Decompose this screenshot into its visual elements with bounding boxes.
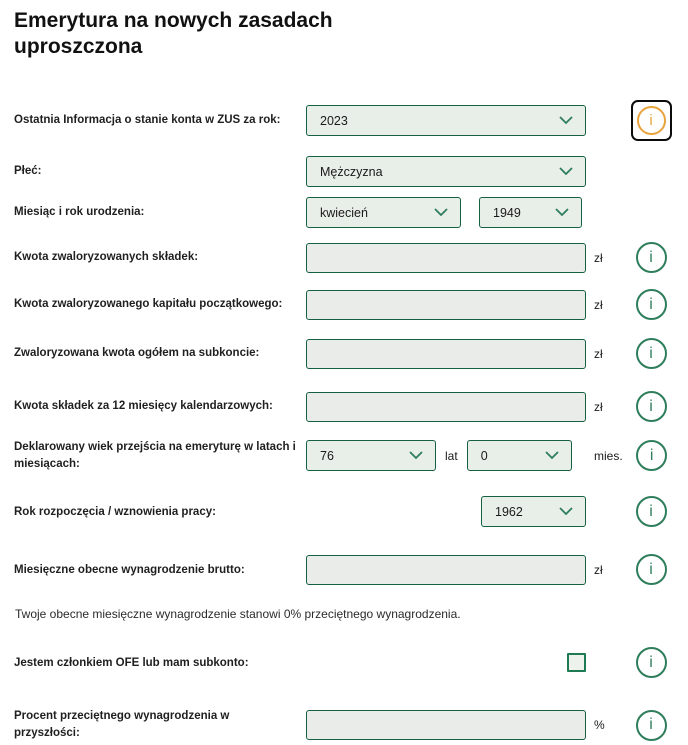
work-start-info-button[interactable]: i bbox=[636, 496, 667, 527]
contributions-12m-info-button[interactable]: i bbox=[636, 391, 667, 422]
zus-year-info-button[interactable] bbox=[631, 100, 672, 141]
future-percent-input[interactable] bbox=[306, 710, 586, 740]
birth-year-select[interactable] bbox=[479, 197, 582, 228]
retirement-age-months-value: 0 bbox=[480, 448, 488, 463]
page-title: Emerytura na nowych zasadach uproszczona bbox=[14, 9, 333, 58]
contributions-12m-input[interactable] bbox=[306, 392, 586, 422]
chevron-down-icon bbox=[545, 451, 559, 460]
chevron-down-icon bbox=[559, 167, 573, 176]
work-start-label: Rok rozpoczęcia / wznowienia pracy: bbox=[14, 505, 216, 518]
retirement-age-label: Deklarowany wiek przejścia na emeryturę w latach i miesiącach: bbox=[14, 441, 296, 470]
form-row-contributions bbox=[14, 242, 674, 273]
birth-year-value: 1949 bbox=[493, 205, 521, 220]
contributions-label: Kwota zwaloryzowanych składek: bbox=[14, 251, 199, 264]
retirement-age-months-select[interactable] bbox=[467, 440, 572, 471]
info-icon: i bbox=[637, 106, 666, 135]
subaccount-input[interactable] bbox=[306, 339, 586, 369]
chevron-down-icon bbox=[409, 451, 423, 460]
retirement-age-months-unit: mies. bbox=[594, 448, 623, 463]
initial-capital-info-button[interactable]: i bbox=[636, 289, 667, 320]
contributions-12m-label: Kwota składek za 12 miesięcy kalendarzowych: bbox=[14, 400, 273, 413]
zus-year-value: 2023 bbox=[320, 113, 348, 128]
birth-month-value: kwiecień bbox=[320, 205, 368, 220]
subaccount-info-button[interactable]: i bbox=[636, 338, 667, 369]
form-row-contributions-12m bbox=[14, 391, 674, 422]
gross-salary-label: Miesięczne obecne wynagrodzenie brutto: bbox=[14, 563, 245, 576]
sex-select[interactable] bbox=[306, 156, 586, 187]
contributions-input[interactable] bbox=[306, 243, 586, 273]
form-row-gross-salary bbox=[14, 554, 674, 585]
form-row-zus-year bbox=[14, 100, 674, 141]
gross-salary-input[interactable] bbox=[306, 555, 586, 585]
subaccount-label: Zwaloryzowana kwota ogółem na subkoncie: bbox=[14, 347, 260, 360]
chevron-down-icon bbox=[559, 507, 573, 516]
initial-capital-input[interactable] bbox=[306, 290, 586, 320]
form-row-sex bbox=[14, 156, 674, 187]
form-row-work-start bbox=[14, 496, 674, 527]
birth-month-select[interactable] bbox=[306, 197, 461, 228]
future-percent-label: Procent przeciętnego wynagrodzenia w przyszłości: bbox=[14, 710, 230, 740]
form-row-retirement-age bbox=[14, 439, 674, 472]
ofe-member-info-button[interactable]: i bbox=[636, 647, 667, 678]
ofe-member-checkbox[interactable] bbox=[567, 653, 586, 672]
contributions-12m-unit: zł bbox=[594, 399, 603, 414]
gross-salary-unit: zł bbox=[594, 562, 603, 577]
work-start-year-value: 1962 bbox=[495, 504, 523, 519]
chevron-down-icon bbox=[434, 208, 448, 217]
initial-capital-label: Kwota zwaloryzowanego kapitału początkowego: bbox=[14, 298, 283, 311]
chevron-down-icon bbox=[555, 208, 569, 217]
birth-label: Miesiąc i rok urodzenia: bbox=[14, 206, 145, 219]
retirement-age-years-value: 76 bbox=[320, 448, 334, 463]
zus-year-select[interactable] bbox=[306, 105, 586, 136]
contributions-info-button[interactable]: i bbox=[636, 242, 667, 273]
salary-percentage-note: Twoje obecne miesięczne wynagrodzenie stanowi 0% przeciętnego wynagrodzenia. bbox=[15, 607, 461, 622]
form-row-birth bbox=[14, 197, 674, 228]
chevron-down-icon bbox=[559, 116, 573, 125]
form-row-subaccount bbox=[14, 338, 674, 369]
form-row-ofe-member bbox=[14, 647, 674, 678]
work-start-year-select[interactable] bbox=[481, 496, 586, 527]
retirement-age-years-unit: lat bbox=[445, 448, 458, 463]
form-row-future-percent bbox=[14, 708, 674, 741]
zus-year-label: Ostatnia Informacja o stanie konta w ZUS za rok: bbox=[14, 114, 281, 127]
contributions-unit: zł bbox=[594, 250, 603, 265]
future-percent-info-button[interactable]: i bbox=[636, 710, 667, 741]
ofe-member-label: Jestem członkiem OFE lub mam subkonto: bbox=[14, 656, 249, 669]
gross-salary-info-button[interactable]: i bbox=[636, 554, 667, 585]
retirement-age-info-button[interactable]: i bbox=[636, 440, 667, 471]
initial-capital-unit: zł bbox=[594, 297, 603, 312]
retirement-age-years-select[interactable] bbox=[306, 440, 436, 471]
sex-label: Płeć: bbox=[14, 165, 42, 178]
sex-value: Mężczyzna bbox=[320, 164, 383, 179]
subaccount-unit: zł bbox=[594, 346, 603, 361]
future-percent-unit: % bbox=[594, 718, 605, 733]
form-row-initial-capital bbox=[14, 289, 674, 320]
